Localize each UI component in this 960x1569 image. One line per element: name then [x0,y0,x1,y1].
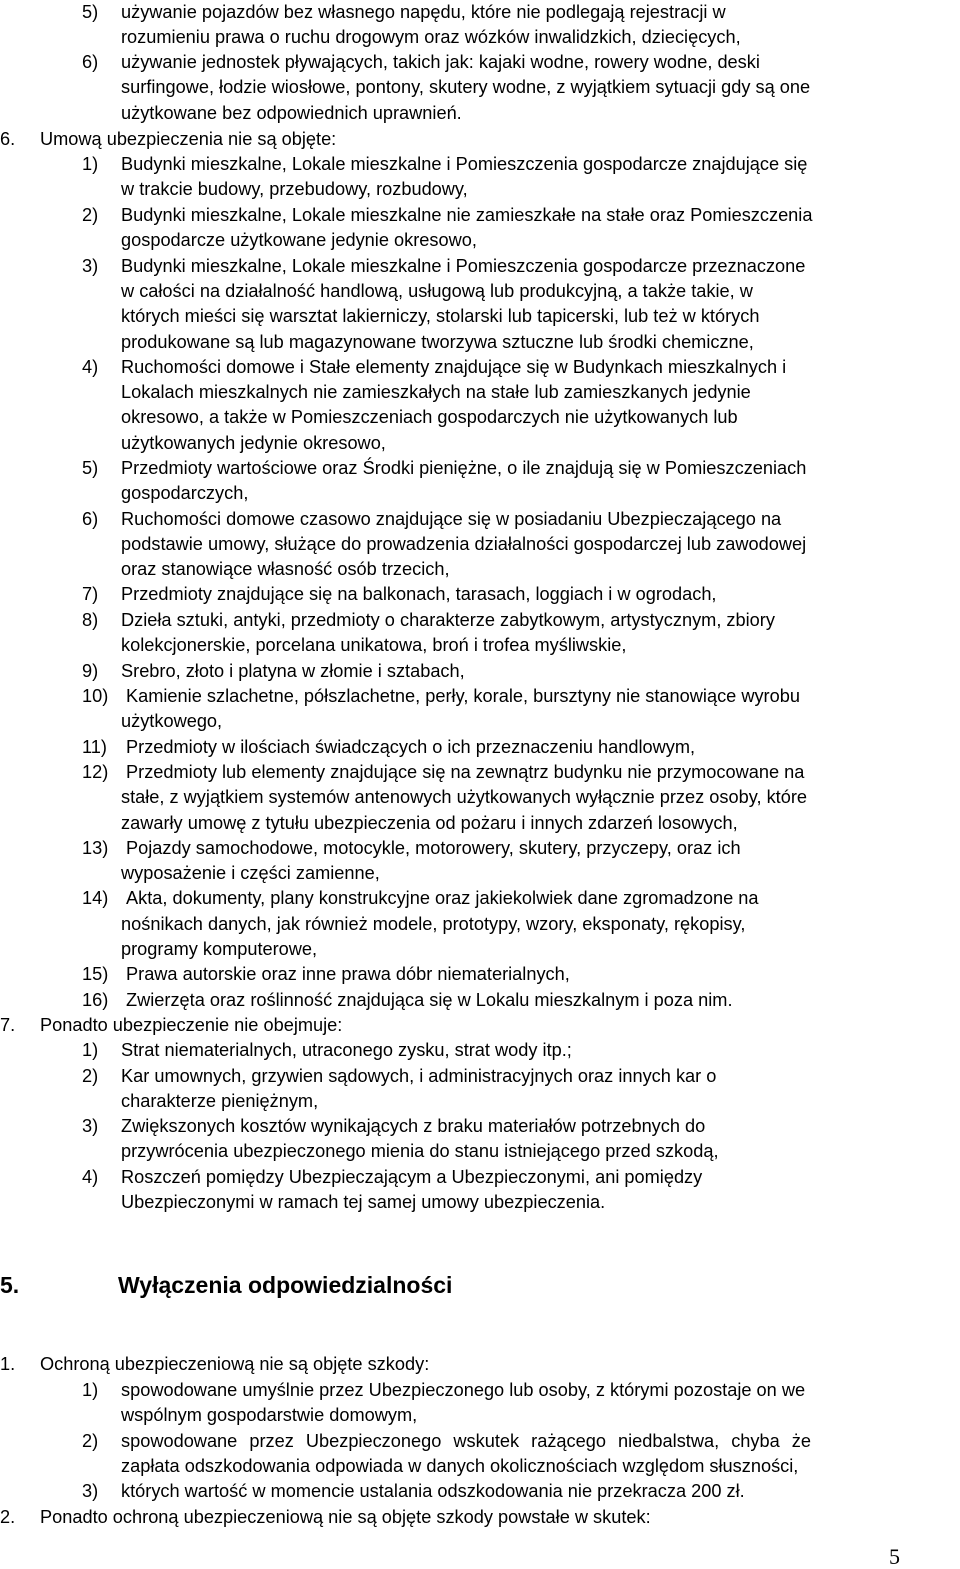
list-line: stałe, z wyjątkiem systemów antenowych użytkowanych wyłącznie przez osoby, które [121,787,808,807]
section-title: Ochroną ubezpieczeniową nie są objęte szkody: [40,1354,430,1374]
list-line: Ruchomości domowe i Stałe elementy znajdujące się w Budynkach mieszkalnych i [121,357,787,377]
list-line: spowodowane umyślnie przez Ubezpieczonego lub osoby, z którymi pozostaje on we [121,1380,806,1400]
list-line: charakterze pieniężnym, [121,1091,319,1111]
list-line: Przedmioty w ilościach świadczących o ich przeznaczeniu handlowym, [126,737,696,757]
list-num: 6) [82,509,99,529]
list-line: Dzieła sztuki, antyki, przedmioty o charakterze zabytkowym, artystycznym, zbiory [121,610,775,630]
list-line: Zwiększonych kosztów wynikających z braku materiałów potrzebnych do [121,1116,706,1136]
list-line: używanie pojazdów bez własnego napędu, które nie podlegają rejestracji w [121,2,726,22]
list-num: 1) [82,154,99,174]
list-line: zapłata odszkodowania odpowiada w danych okolicznościach względom słuszności, [121,1456,799,1476]
list-num: 4) [82,1167,99,1187]
list-num: 5) [82,2,99,22]
section-title: Ponadto ubezpieczenie nie obejmuje: [40,1015,343,1035]
list-line: gospodarczych, [121,483,249,503]
list-num: 3) [82,1481,99,1501]
list-line: Pojazdy samochodowe, motocykle, motorowery, skutery, przyczepy, oraz ich [126,838,741,858]
list-num: 13) [82,838,109,858]
list-num: 12) [82,762,109,782]
list-line: Ubezpieczonymi w ramach tej samej umowy ubezpieczenia. [121,1192,606,1212]
section-num: 7. [0,1015,16,1035]
list-line: Budynki mieszkalne, Lokale mieszkalne nie zamieszkałe na stałe oraz Pomieszczenia [121,205,813,225]
list-line: których mieści się warsztat lakierniczy, stolarski lub tapicerski, lub też w których [121,306,760,326]
list-num: 2) [82,1066,99,1086]
list-line: Budynki mieszkalne, Lokale mieszkalne i Pomieszczenia gospodarcze przeznaczone [121,256,806,276]
list-num: 2) [82,205,99,225]
list-line: Kar umownych, grzywien sądowych, i administracyjnych oraz innych kar o [121,1066,717,1086]
list-line: Przedmioty znajdujące się na balkonach, tarasach, loggiach i w ogrodach, [121,584,717,604]
list-line: kolekcjonerskie, porcelana unikatowa, broń i trofea myśliwskie, [121,635,627,655]
list-num: 4) [82,357,99,377]
list-line: produkowane są lub magazynowane tworzywa sztuczne lub środki chemiczne, [121,332,754,352]
list-line: Prawa autorskie oraz inne prawa dóbr niematerialnych, [126,964,570,984]
list-num: 1) [82,1040,99,1060]
list-line: wyposażenie i części zamienne, [121,863,380,883]
list-line: użytkowanych jedynie okresowo, [121,433,386,453]
list-num: 6) [82,52,99,72]
list-line: w trakcie budowy, przebudowy, rozbudowy, [121,179,468,199]
list-line: zawarły umowę z tytułu ubezpieczenia od pożaru i innych zdarzeń losowych, [121,813,738,833]
list-num: 16) [82,990,109,1010]
page-number: 5 [889,1544,900,1569]
list-num: 5) [82,458,99,478]
list-line: wspólnym gospodarstwie domowym, [121,1405,418,1425]
chapter-title: Wyłączenia odpowiedzialności [118,1272,453,1298]
list-line: Roszczeń pomiędzy Ubezpieczającym a Ubezpieczonymi, ani pomiędzy [121,1167,703,1187]
list-line: gospodarcze użytkowane jedynie okresowo, [121,230,477,250]
list-line: spowodowane przez Ubezpieczonego wskutek rażącego niedbalstwa, chyba że [121,1431,811,1451]
list-line: podstawie umowy, służące do prowadzenia działalności gospodarczej lub zawodowej [121,534,807,554]
list-num: 2) [82,1431,99,1451]
section-num: 2. [0,1507,16,1527]
list-line: używanie jednostek pływających, takich jak: kajaki wodne, rowery wodne, deski [121,52,760,72]
list-line: oraz stanowiące własność osób trzecich, [121,559,450,579]
section-num: 6. [0,129,16,149]
list-line: programy komputerowe, [121,939,318,959]
list-line: Budynki mieszkalne, Lokale mieszkalne i Pomieszczenia gospodarcze znajdujące się [121,154,808,174]
chapter-number: 5. [0,1272,20,1298]
list-line: użytkowane bez odpowiednich uprawnień. [121,103,462,123]
list-num: 8) [82,610,99,630]
list-line: Ruchomości domowe czasowo znajdujące się w posiadaniu Ubezpieczającego na [121,509,782,529]
section-title: Ponadto ochroną ubezpieczeniową nie są objęte szkody powstałe w skutek: [40,1507,651,1527]
list-line: Przedmioty wartościowe oraz Środki pieniężne, o ile znajdują się w Pomieszczeniach [121,458,807,478]
list-num: 9) [82,661,99,681]
section-num: 1. [0,1354,16,1374]
list-line: nośnikach danych, jak również modele, prototypy, wzory, eksponaty, rękopisy, [121,914,746,934]
list-num: 10) [82,686,109,706]
list-line: Strat niematerialnych, utraconego zysku, strat wody itp.; [121,1040,572,1060]
section-title: Umową ubezpieczenia nie są objęte: [40,129,337,149]
list-num: 3) [82,256,99,276]
list-line: Lokalach mieszkalnych nie zamieszkałych na stałe lub zamieszkanych jedynie [121,382,751,402]
list-line: surfingowe, łodzie wiosłowe, pontony, skutery wodne, z wyjątkiem sytuacji gdy są one [121,77,811,97]
list-line: Srebro, złoto i platyna w złomie i sztabach, [121,661,465,681]
list-line: Przedmioty lub elementy znajdujące się na zewnątrz budynku nie przymocowane na [126,762,805,782]
list-line: użytkowego, [121,711,223,731]
list-line: Zwierzęta oraz roślinność znajdująca się w Lokalu mieszkalnym i poza nim. [126,990,733,1010]
list-line: których wartość w momencie ustalania odszkodowania nie przekracza 200 zł. [121,1481,745,1501]
list-num: 14) [82,888,109,908]
list-line: przywrócenia ubezpieczonego mienia do stanu istniejącego przed szkodą, [121,1141,719,1161]
list-num: 1) [82,1380,99,1400]
list-num: 11) [82,737,107,757]
list-line: Akta, dokumenty, plany konstrukcyjne oraz jakiekolwiek dane zgromadzone na [126,888,759,908]
list-num: 3) [82,1116,99,1136]
list-num: 7) [82,584,99,604]
list-line: w całości na działalność handlową, usługową lub produkcyjną, a także takie, w [121,281,753,301]
list-line: rozumieniu prawa o ruchu drogowym oraz wózków inwalidzkich, dziecięcych, [121,27,741,47]
list-line: Kamienie szlachetne, półszlachetne, perły, korale, bursztyny nie stanowiące wyrobu [126,686,800,706]
list-line: okresowo, a także w Pomieszczeniach gospodarczych nie użytkowanych lub [121,407,738,427]
list-num: 15) [82,964,109,984]
